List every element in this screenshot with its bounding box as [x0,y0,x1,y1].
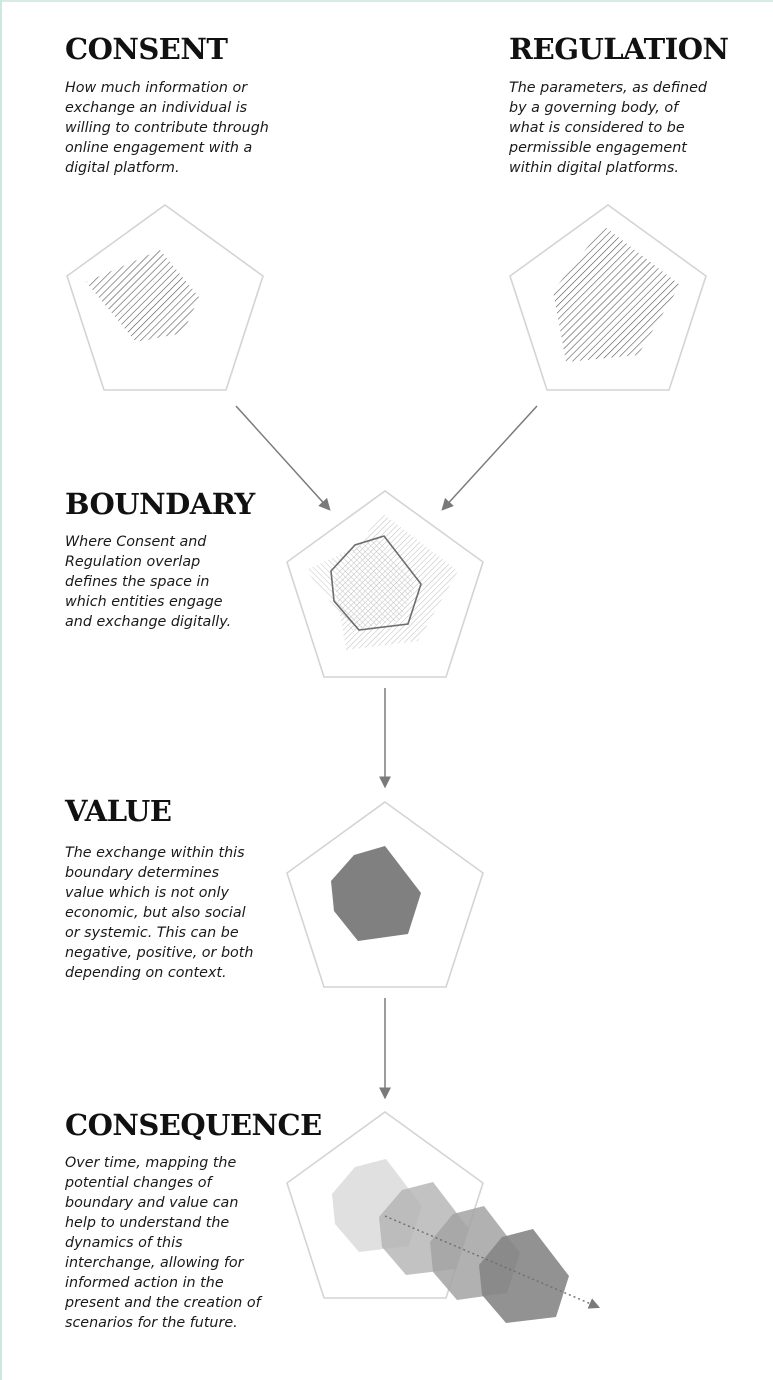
consent-description: How much information or exchange an individual is willing to contribute through online engagement with a digital platform. [65,80,269,176]
value-title: VALUE [65,794,172,828]
consequence-pentagon [287,1112,598,1323]
value-pentagon [287,802,483,987]
boundary-description: Where Consent and Regulation overlap defines the space in which entities engage and exchange digitally. [65,534,232,630]
boundary-title: BOUNDARY [65,487,255,521]
consent-to-boundary-arrow [236,406,329,509]
consent-title: CONSENT [65,32,228,66]
value-shape [331,846,421,941]
consequence-description: Over time, mapping the potential changes of boundary and value can help to understand the dynamics of this interchange, allowing for informed action in the present and the creation of scenarios for the future. [65,1155,261,1331]
consent-pentagon [67,205,263,390]
regulation-pentagon [510,205,706,390]
boundary-pentagon [287,491,483,677]
regulation-title: REGULATION [509,32,729,66]
regulation-to-boundary-arrow [443,406,537,509]
consent-hatched-shape [86,250,199,342]
value-description: The exchange within this boundary determines value which is not only economic, but also social or systemic. This can be negative, positive, or both depending on context. [65,845,254,981]
consequence-title: CONSEQUENCE [65,1108,322,1142]
regulation-hatched-shape [553,226,680,362]
regulation-description: The parameters, as defined by a governing body, of what is considered to be permissible engagement within digital platforms. [509,80,707,176]
